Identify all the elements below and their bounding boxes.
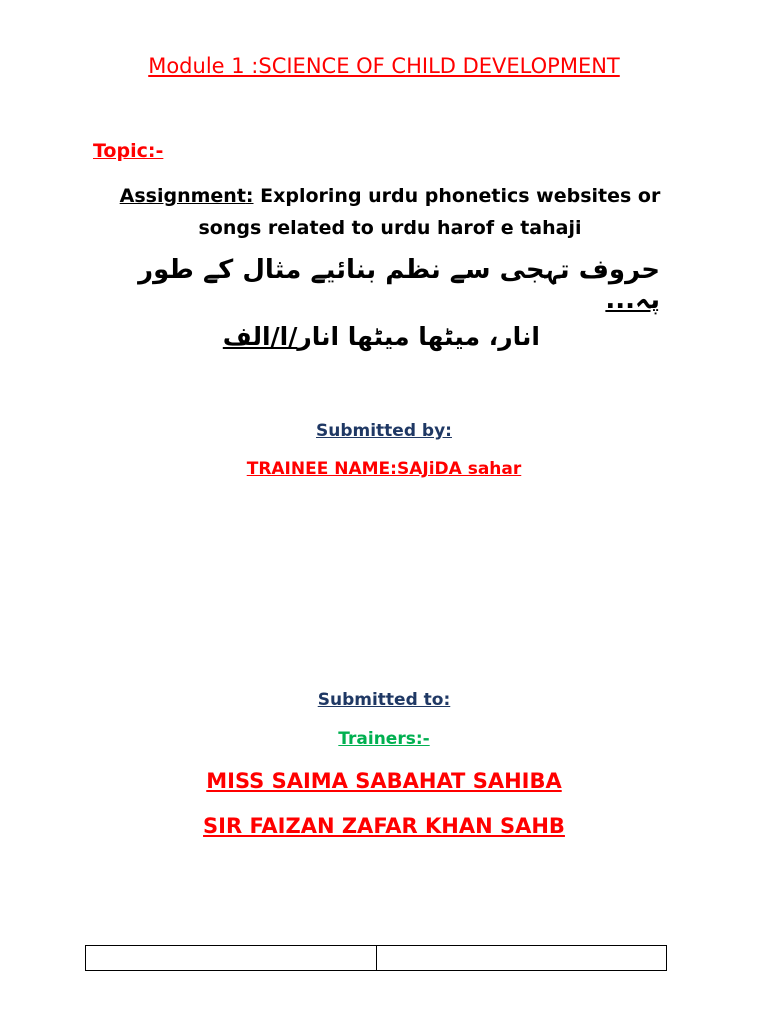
topic-label: Topic:- xyxy=(93,140,164,162)
table-cell-right xyxy=(376,946,667,971)
table-row xyxy=(86,946,667,971)
footer-table xyxy=(85,945,667,971)
submitted-to-label: Submitted to: xyxy=(317,690,451,710)
trainer-name-2: SIR FAIZAN ZAFAR KHAN SAHB xyxy=(203,814,565,838)
urdu-instruction-underlined: پہ... xyxy=(605,285,660,315)
urdu-instruction-main: حروف تہجی سے نظم بنائیے مثال کے طور xyxy=(138,255,660,285)
urdu-example-main: انار، میٹھا میٹھا انار xyxy=(297,322,540,351)
trainee-name: TRAINEE NAME:SAJiDA sahar xyxy=(246,459,522,479)
urdu-example xyxy=(160,322,540,351)
assignment-label: Assignment xyxy=(119,185,246,207)
module-title: Module 1 :SCIENCE OF CHILD DEVELOPMENT xyxy=(148,54,620,78)
table-cell-left xyxy=(86,946,377,971)
assignment-text xyxy=(110,180,670,244)
urdu-instruction xyxy=(90,255,660,315)
trainer-name-1: MISS SAIMA SABAHAT SAHIBA xyxy=(206,769,562,793)
submitted-by-label: Submitted by: xyxy=(316,421,452,441)
assignment-description: Exploring urdu phonetics websites or songs related to urdu harof e tahaji xyxy=(198,185,661,239)
trainers-label: Trainers:- xyxy=(338,729,430,749)
assignment-colon: : xyxy=(245,185,254,207)
urdu-example-underlined: /ا/الف xyxy=(222,322,298,351)
